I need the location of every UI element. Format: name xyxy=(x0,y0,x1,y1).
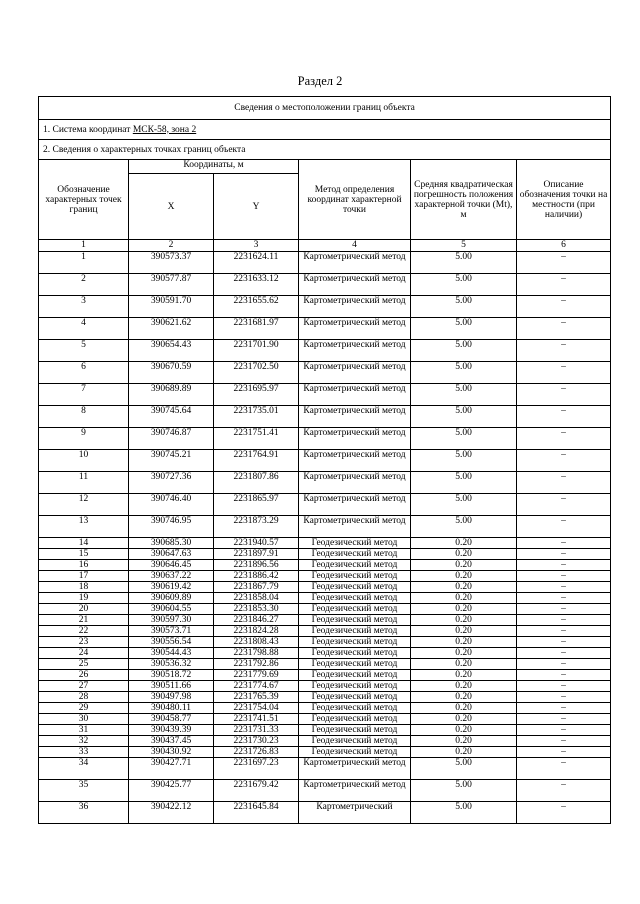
y-coordinate-cell: 2231751.41 xyxy=(214,428,299,450)
column-number: 5 xyxy=(411,240,517,252)
header-row-top xyxy=(39,160,611,174)
x-coordinate-cell: 390637.22 xyxy=(129,571,214,582)
point-number-cell: 10 xyxy=(39,450,129,472)
method-cell: Геодезический метод xyxy=(299,626,411,637)
column-number: 3 xyxy=(214,240,299,252)
x-coordinate-cell: 390621.62 xyxy=(129,318,214,340)
x-coordinate-cell: 390597.30 xyxy=(129,615,214,626)
description-cell: – xyxy=(517,340,611,362)
points-section-label: 2. Сведения о характерных точках границ объекта xyxy=(39,140,611,160)
description-cell: – xyxy=(517,428,611,450)
y-coordinate-cell: 2231697.23 xyxy=(214,758,299,780)
error-cell: 0.20 xyxy=(411,549,517,560)
point-number-cell: 18 xyxy=(39,582,129,593)
table-row xyxy=(39,252,611,274)
table-row xyxy=(39,736,611,747)
description-cell: – xyxy=(517,252,611,274)
coord-system-prefix: 1. Система координат xyxy=(43,124,133,135)
table-row xyxy=(39,626,611,637)
method-cell: Геодезический метод xyxy=(299,681,411,692)
x-coordinate-cell: 390425.77 xyxy=(129,780,214,802)
error-cell: 5.00 xyxy=(411,802,517,824)
point-number-cell: 4 xyxy=(39,318,129,340)
header-method: Метод определения координат характерной точки xyxy=(299,160,411,240)
point-number-cell: 21 xyxy=(39,615,129,626)
error-cell: 5.00 xyxy=(411,252,517,274)
table-title: Сведения о местоположении границ объекта xyxy=(39,97,611,120)
error-cell: 0.20 xyxy=(411,604,517,615)
x-coordinate-cell: 390609.89 xyxy=(129,593,214,604)
table-row xyxy=(39,703,611,714)
table-row xyxy=(39,593,611,604)
method-cell: Картометрический метод xyxy=(299,428,411,450)
table-row xyxy=(39,714,611,725)
column-number: 6 xyxy=(517,240,611,252)
description-cell: – xyxy=(517,571,611,582)
x-coordinate-cell: 390745.64 xyxy=(129,406,214,428)
table-body xyxy=(39,97,611,824)
point-number-cell: 19 xyxy=(39,593,129,604)
method-cell: Картометрический метод xyxy=(299,406,411,428)
description-cell: – xyxy=(517,549,611,560)
table-row xyxy=(39,604,611,615)
method-cell: Геодезический метод xyxy=(299,659,411,670)
error-cell: 0.20 xyxy=(411,659,517,670)
method-cell: Геодезический метод xyxy=(299,747,411,758)
point-number-cell: 20 xyxy=(39,604,129,615)
y-coordinate-cell: 2231702.50 xyxy=(214,362,299,384)
error-cell: 5.00 xyxy=(411,450,517,472)
point-number-cell: 12 xyxy=(39,494,129,516)
method-cell: Картометрический метод xyxy=(299,296,411,318)
y-coordinate-cell: 2231645.84 xyxy=(214,802,299,824)
x-coordinate-cell: 390577.87 xyxy=(129,274,214,296)
x-coordinate-cell: 390745.21 xyxy=(129,450,214,472)
description-cell: – xyxy=(517,736,611,747)
table-row xyxy=(39,318,611,340)
column-number: 1 xyxy=(39,240,129,252)
description-cell: – xyxy=(517,582,611,593)
description-cell: – xyxy=(517,274,611,296)
error-cell: 0.20 xyxy=(411,725,517,736)
table-row xyxy=(39,362,611,384)
table-row xyxy=(39,648,611,659)
y-coordinate-cell: 2231798.88 xyxy=(214,648,299,659)
point-number-cell: 33 xyxy=(39,747,129,758)
y-coordinate-cell: 2231865.97 xyxy=(214,494,299,516)
error-cell: 0.20 xyxy=(411,714,517,725)
error-cell: 0.20 xyxy=(411,626,517,637)
coord-system-row xyxy=(39,120,611,140)
method-cell: Картометрический метод xyxy=(299,362,411,384)
y-coordinate-cell: 2231681.97 xyxy=(214,318,299,340)
y-coordinate-cell: 2231679.42 xyxy=(214,780,299,802)
error-cell: 0.20 xyxy=(411,747,517,758)
x-coordinate-cell: 390427.71 xyxy=(129,758,214,780)
point-number-cell: 28 xyxy=(39,692,129,703)
y-coordinate-cell: 2231897.91 xyxy=(214,549,299,560)
error-cell: 5.00 xyxy=(411,406,517,428)
method-cell: Геодезический метод xyxy=(299,714,411,725)
y-coordinate-cell: 2231655.62 xyxy=(214,296,299,318)
point-number-cell: 3 xyxy=(39,296,129,318)
point-number-cell: 26 xyxy=(39,670,129,681)
error-cell: 0.20 xyxy=(411,571,517,582)
point-number-cell: 23 xyxy=(39,637,129,648)
y-coordinate-cell: 2231807.86 xyxy=(214,472,299,494)
error-cell: 0.20 xyxy=(411,736,517,747)
y-coordinate-cell: 2231731.33 xyxy=(214,725,299,736)
table-row xyxy=(39,450,611,472)
point-number-cell: 35 xyxy=(39,780,129,802)
error-cell: 0.20 xyxy=(411,648,517,659)
x-coordinate-cell: 390591.70 xyxy=(129,296,214,318)
description-cell: – xyxy=(517,296,611,318)
x-coordinate-cell: 390646.45 xyxy=(129,560,214,571)
table-row xyxy=(39,758,611,780)
description-cell: – xyxy=(517,384,611,406)
point-number-cell: 24 xyxy=(39,648,129,659)
description-cell: – xyxy=(517,780,611,802)
x-coordinate-cell: 390746.40 xyxy=(129,494,214,516)
table-row xyxy=(39,428,611,450)
x-coordinate-cell: 390619.42 xyxy=(129,582,214,593)
y-coordinate-cell: 2231701.90 xyxy=(214,340,299,362)
y-coordinate-cell: 2231846.27 xyxy=(214,615,299,626)
header-error: Средняя квадратическая погрешность положения характерной точки (Mt), м xyxy=(411,160,517,240)
table-row xyxy=(39,659,611,670)
error-cell: 0.20 xyxy=(411,637,517,648)
points-section-row xyxy=(39,140,611,160)
table-row xyxy=(39,802,611,824)
error-cell: 0.20 xyxy=(411,692,517,703)
method-cell: Картометрический метод xyxy=(299,516,411,538)
table-row xyxy=(39,571,611,582)
point-number-cell: 1 xyxy=(39,252,129,274)
column-number: 2 xyxy=(129,240,214,252)
y-coordinate-cell: 2231940.57 xyxy=(214,538,299,549)
point-number-cell: 29 xyxy=(39,703,129,714)
description-cell: – xyxy=(517,648,611,659)
error-cell: 5.00 xyxy=(411,318,517,340)
description-cell: – xyxy=(517,659,611,670)
error-cell: 5.00 xyxy=(411,494,517,516)
point-number-cell: 30 xyxy=(39,714,129,725)
point-number-cell: 8 xyxy=(39,406,129,428)
method-cell: Картометрический xyxy=(299,802,411,824)
point-number-cell: 11 xyxy=(39,472,129,494)
method-cell: Картометрический метод xyxy=(299,252,411,274)
error-cell: 5.00 xyxy=(411,340,517,362)
method-cell: Геодезический метод xyxy=(299,703,411,714)
method-cell: Картометрический метод xyxy=(299,780,411,802)
table-row xyxy=(39,681,611,692)
error-cell: 0.20 xyxy=(411,703,517,714)
description-cell: – xyxy=(517,758,611,780)
description-cell: – xyxy=(517,725,611,736)
table-row xyxy=(39,494,611,516)
y-coordinate-cell: 2231824.28 xyxy=(214,626,299,637)
table-row xyxy=(39,549,611,560)
point-number-cell: 36 xyxy=(39,802,129,824)
table-row xyxy=(39,670,611,681)
y-coordinate-cell: 2231858.04 xyxy=(214,593,299,604)
coord-system-cell xyxy=(39,120,611,140)
description-cell: – xyxy=(517,637,611,648)
error-cell: 5.00 xyxy=(411,428,517,450)
description-cell: – xyxy=(517,802,611,824)
y-coordinate-cell: 2231867.79 xyxy=(214,582,299,593)
x-coordinate-cell: 390573.71 xyxy=(129,626,214,637)
y-coordinate-cell: 2231792.86 xyxy=(214,659,299,670)
description-cell: – xyxy=(517,714,611,725)
error-cell: 5.00 xyxy=(411,780,517,802)
error-cell: 5.00 xyxy=(411,758,517,780)
x-coordinate-cell: 390654.43 xyxy=(129,340,214,362)
y-coordinate-cell: 2231764.91 xyxy=(214,450,299,472)
x-coordinate-cell: 390544.43 xyxy=(129,648,214,659)
y-coordinate-cell: 2231873.29 xyxy=(214,516,299,538)
x-coordinate-cell: 390604.55 xyxy=(129,604,214,615)
point-number-cell: 2 xyxy=(39,274,129,296)
error-cell: 0.20 xyxy=(411,670,517,681)
table-row xyxy=(39,780,611,802)
point-number-cell: 7 xyxy=(39,384,129,406)
method-cell: Геодезический метод xyxy=(299,670,411,681)
description-cell: – xyxy=(517,450,611,472)
error-cell: 5.00 xyxy=(411,274,517,296)
description-cell: – xyxy=(517,747,611,758)
x-coordinate-cell: 390511.66 xyxy=(129,681,214,692)
description-cell: – xyxy=(517,472,611,494)
x-coordinate-cell: 390430.92 xyxy=(129,747,214,758)
description-cell: – xyxy=(517,681,611,692)
method-cell: Картометрический метод xyxy=(299,758,411,780)
section-heading: Раздел 2 xyxy=(297,74,343,88)
method-cell: Геодезический метод xyxy=(299,615,411,626)
point-number-cell: 17 xyxy=(39,571,129,582)
x-coordinate-cell: 390556.54 xyxy=(129,637,214,648)
y-coordinate-cell: 2231886.42 xyxy=(214,571,299,582)
method-cell: Картометрический метод xyxy=(299,494,411,516)
error-cell: 0.20 xyxy=(411,582,517,593)
description-cell: – xyxy=(517,406,611,428)
description-cell: – xyxy=(517,538,611,549)
y-coordinate-cell: 2231624.11 xyxy=(214,252,299,274)
y-coordinate-cell: 2231774.67 xyxy=(214,681,299,692)
x-coordinate-cell: 390518.72 xyxy=(129,670,214,681)
point-number-cell: 14 xyxy=(39,538,129,549)
table-row xyxy=(39,406,611,428)
y-coordinate-cell: 2231853.30 xyxy=(214,604,299,615)
description-cell: – xyxy=(517,560,611,571)
table-row xyxy=(39,637,611,648)
table-row xyxy=(39,692,611,703)
y-coordinate-cell: 2231730.23 xyxy=(214,736,299,747)
description-cell: – xyxy=(517,604,611,615)
method-cell: Геодезический метод xyxy=(299,637,411,648)
description-cell: – xyxy=(517,670,611,681)
table-row xyxy=(39,472,611,494)
error-cell: 0.20 xyxy=(411,681,517,692)
y-coordinate-cell: 2231735.01 xyxy=(214,406,299,428)
point-number-cell: 27 xyxy=(39,681,129,692)
description-cell: – xyxy=(517,516,611,538)
point-number-cell: 15 xyxy=(39,549,129,560)
description-cell: – xyxy=(517,318,611,340)
coord-system-value: МСК-58, зона 2 xyxy=(132,124,197,135)
x-coordinate-cell: 390689.89 xyxy=(129,384,214,406)
x-coordinate-cell: 390670.59 xyxy=(129,362,214,384)
error-cell: 5.00 xyxy=(411,384,517,406)
table-row xyxy=(39,296,611,318)
method-cell: Картометрический метод xyxy=(299,340,411,362)
table-row xyxy=(39,538,611,549)
table-row xyxy=(39,560,611,571)
method-cell: Геодезический метод xyxy=(299,582,411,593)
point-number-cell: 9 xyxy=(39,428,129,450)
y-coordinate-cell: 2231765.39 xyxy=(214,692,299,703)
header-coordinates: Координаты, м xyxy=(129,160,299,174)
error-cell: 0.20 xyxy=(411,593,517,604)
description-cell: – xyxy=(517,692,611,703)
y-coordinate-cell: 2231808.43 xyxy=(214,637,299,648)
x-coordinate-cell: 390437.45 xyxy=(129,736,214,747)
error-cell: 5.00 xyxy=(411,516,517,538)
point-number-cell: 32 xyxy=(39,736,129,747)
x-coordinate-cell: 390746.87 xyxy=(129,428,214,450)
method-cell: Геодезический метод xyxy=(299,725,411,736)
table-row xyxy=(39,747,611,758)
table-row xyxy=(39,582,611,593)
table-row xyxy=(39,516,611,538)
error-cell: 0.20 xyxy=(411,538,517,549)
method-cell: Картометрический метод xyxy=(299,274,411,296)
x-coordinate-cell: 390573.37 xyxy=(129,252,214,274)
point-number-cell: 31 xyxy=(39,725,129,736)
method-cell: Картометрический метод xyxy=(299,384,411,406)
point-number-cell: 22 xyxy=(39,626,129,637)
method-cell: Геодезический метод xyxy=(299,692,411,703)
y-coordinate-cell: 2231779.69 xyxy=(214,670,299,681)
method-cell: Геодезический метод xyxy=(299,593,411,604)
x-coordinate-cell: 390439.39 xyxy=(129,725,214,736)
method-cell: Геодезический метод xyxy=(299,560,411,571)
point-number-cell: 5 xyxy=(39,340,129,362)
description-cell: – xyxy=(517,362,611,384)
table-row xyxy=(39,274,611,296)
point-number-cell: 34 xyxy=(39,758,129,780)
x-coordinate-cell: 390536.32 xyxy=(129,659,214,670)
point-number-cell: 13 xyxy=(39,516,129,538)
error-cell: 5.00 xyxy=(411,472,517,494)
boundary-points-table xyxy=(38,96,611,824)
table-row xyxy=(39,340,611,362)
x-coordinate-cell: 390497.98 xyxy=(129,692,214,703)
method-cell: Геодезический метод xyxy=(299,549,411,560)
method-cell: Картометрический метод xyxy=(299,318,411,340)
x-coordinate-cell: 390647.63 xyxy=(129,549,214,560)
header-x: X xyxy=(129,174,214,240)
x-coordinate-cell: 390422.12 xyxy=(129,802,214,824)
point-number-cell: 6 xyxy=(39,362,129,384)
method-cell: Геодезический метод xyxy=(299,538,411,549)
error-cell: 5.00 xyxy=(411,296,517,318)
error-cell: 5.00 xyxy=(411,362,517,384)
column-numbers-row xyxy=(39,240,611,252)
x-coordinate-cell: 390746.95 xyxy=(129,516,214,538)
x-coordinate-cell: 390458.77 xyxy=(129,714,214,725)
table-row xyxy=(39,725,611,736)
x-coordinate-cell: 390727.36 xyxy=(129,472,214,494)
method-cell: Картометрический метод xyxy=(299,472,411,494)
table-title-row xyxy=(39,97,611,120)
description-cell: – xyxy=(517,615,611,626)
method-cell: Геодезический метод xyxy=(299,571,411,582)
y-coordinate-cell: 2231896.56 xyxy=(214,560,299,571)
y-coordinate-cell: 2231633.12 xyxy=(214,274,299,296)
error-cell: 0.20 xyxy=(411,615,517,626)
y-coordinate-cell: 2231726.83 xyxy=(214,747,299,758)
description-cell: – xyxy=(517,593,611,604)
header-y: Y xyxy=(214,174,299,240)
x-coordinate-cell: 390685.30 xyxy=(129,538,214,549)
header-description: Описание обозначения точки на местности (при наличии) xyxy=(517,160,611,240)
method-cell: Геодезический метод xyxy=(299,736,411,747)
table-row xyxy=(39,615,611,626)
point-number-cell: 25 xyxy=(39,659,129,670)
table-row xyxy=(39,384,611,406)
y-coordinate-cell: 2231695.97 xyxy=(214,384,299,406)
description-cell: – xyxy=(517,703,611,714)
y-coordinate-cell: 2231754.04 xyxy=(214,703,299,714)
method-cell: Геодезический метод xyxy=(299,648,411,659)
description-cell: – xyxy=(517,626,611,637)
method-cell: Геодезический метод xyxy=(299,604,411,615)
error-cell: 0.20 xyxy=(411,560,517,571)
column-number: 4 xyxy=(299,240,411,252)
point-number-cell: 16 xyxy=(39,560,129,571)
x-coordinate-cell: 390480.11 xyxy=(129,703,214,714)
y-coordinate-cell: 2231741.51 xyxy=(214,714,299,725)
header-designation: Обозначение характерных точек границ xyxy=(39,160,129,240)
description-cell: – xyxy=(517,494,611,516)
method-cell: Картометрический метод xyxy=(299,450,411,472)
